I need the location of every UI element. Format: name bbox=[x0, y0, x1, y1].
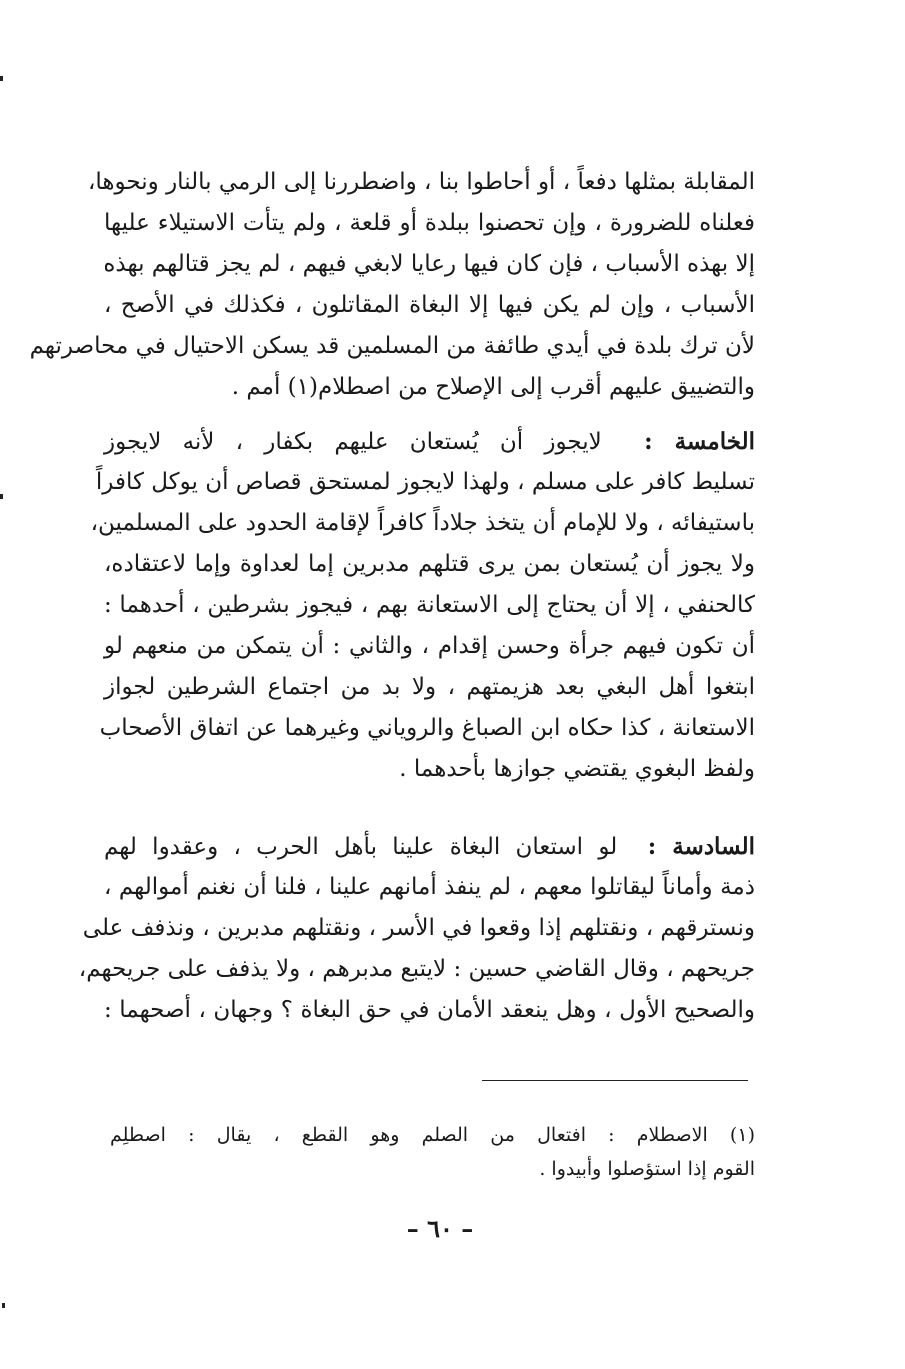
text-line: كالحنفي ، إلا أن يحتاج إلى الاستعانة بهم ، فيجوز بشرطين ، أحدهما : bbox=[104, 592, 755, 618]
text-line: تسليط كافر على مسلم ، ولهذا لايجوز لمستحق قصاص أن يوكل كافراً bbox=[95, 469, 755, 495]
section-heading: السادسة : bbox=[647, 833, 755, 860]
paragraph-continuation bbox=[29, 162, 755, 408]
text-line: والتضييق عليهم أقرب إلى الإصلاح من اصطلام(١) أمم . bbox=[231, 374, 755, 400]
footnote-line: (١) الاصطلام : افتعال من الصلم وهو القطع ، يقال : اصطلِم bbox=[110, 1124, 755, 1146]
text-line: إلا بهذه الأسباب ، فإن كان فيها رعايا لابغي فيهم ، لم يجز قتالهم بهذه bbox=[103, 251, 755, 277]
paragraph-sixth bbox=[78, 826, 755, 1031]
text-line: الاستعانة ، كذا حكاه ابن الصباغ والروياني وغيرهما عن اتفاق الأصحاب bbox=[99, 715, 755, 741]
text-line: الأسباب ، وإن لم يكن فيها إلا البغاة المقاتلون ، فكذلك في الأصح ، bbox=[104, 292, 755, 318]
footnote-line: القوم إذا استؤصلوا وأبيدوا . bbox=[539, 1158, 755, 1180]
paragraph-fifth bbox=[90, 421, 756, 790]
text-line: ونسترقهم ، ونقتلهم إذا وقعوا في الأسر ، ونقتلهم مدبرين ، ونذفف على bbox=[82, 915, 755, 941]
text-line: لأن ترك بلدة في أيدي طائفة من المسلمين قد يسكن الاحتيال في محاصرتهم bbox=[29, 333, 755, 359]
text-line: ابتغوا أهل البغي بعد هزيمتهم ، ولا بد من اجتماع الشرطين لجواز bbox=[104, 674, 755, 700]
text-line bbox=[104, 826, 755, 867]
footnote-divider bbox=[482, 1080, 748, 1081]
text-line: المقابلة بمثلها دفعاً ، أو أحاطوا بنا ، واضطررنا إلى الرمي بالنار ونحوها، bbox=[87, 169, 755, 195]
text-line: والصحيح الأول ، وهل ينعقد الأمان في حق البغاة ؟ وجهان ، أصحهما : bbox=[104, 997, 755, 1023]
text-line: ذمة وأماناً ليقاتلوا معهم ، لم ينفذ أمانهم علينا ، فلنا أن نغنم أموالهم ، bbox=[104, 874, 755, 900]
text-line: جريحهم ، وقال القاضي حسين : لايتبع مدبرهم ، ولا يذفف على جريحهم، bbox=[78, 956, 755, 982]
text-line: باستيفائه ، ولا للإمام أن يتخذ جلاداً كافراً لإقامة الحدود على المسلمين، bbox=[90, 510, 755, 536]
scan-mark bbox=[0, 494, 3, 499]
scan-mark bbox=[2, 1303, 5, 1308]
text-line: أن تكون فيهم جرأة وحسن إقدام ، والثاني : أن يتمكن من منعهم لو bbox=[104, 633, 755, 659]
text-line: فعلناه للضرورة ، وإن تحصنوا ببلدة أو قلعة ، ولم يتأت الاستيلاء عليها bbox=[104, 210, 755, 236]
footnote bbox=[110, 1118, 755, 1186]
section-heading: الخامسة : bbox=[644, 428, 756, 455]
text-line: ولا يجوز أن يُستعان بمن يرى قتلهم مدبرين إما لعداوة وإما لاعتقاده، bbox=[104, 551, 755, 577]
text-run: لو استعان البغاة علينا بأهل الحرب ، وعقدوا لهم bbox=[104, 834, 618, 860]
scan-mark bbox=[0, 76, 3, 81]
text-line bbox=[104, 421, 755, 462]
text-line: ولفظ البغوي يقتضي جوازها بأحدهما . bbox=[399, 756, 755, 782]
page-number: – ٦٠ – bbox=[406, 1214, 474, 1243]
text-run: لايجوز أن يُستعان عليهم بكفار ، لأنه لايجوز bbox=[104, 429, 602, 455]
